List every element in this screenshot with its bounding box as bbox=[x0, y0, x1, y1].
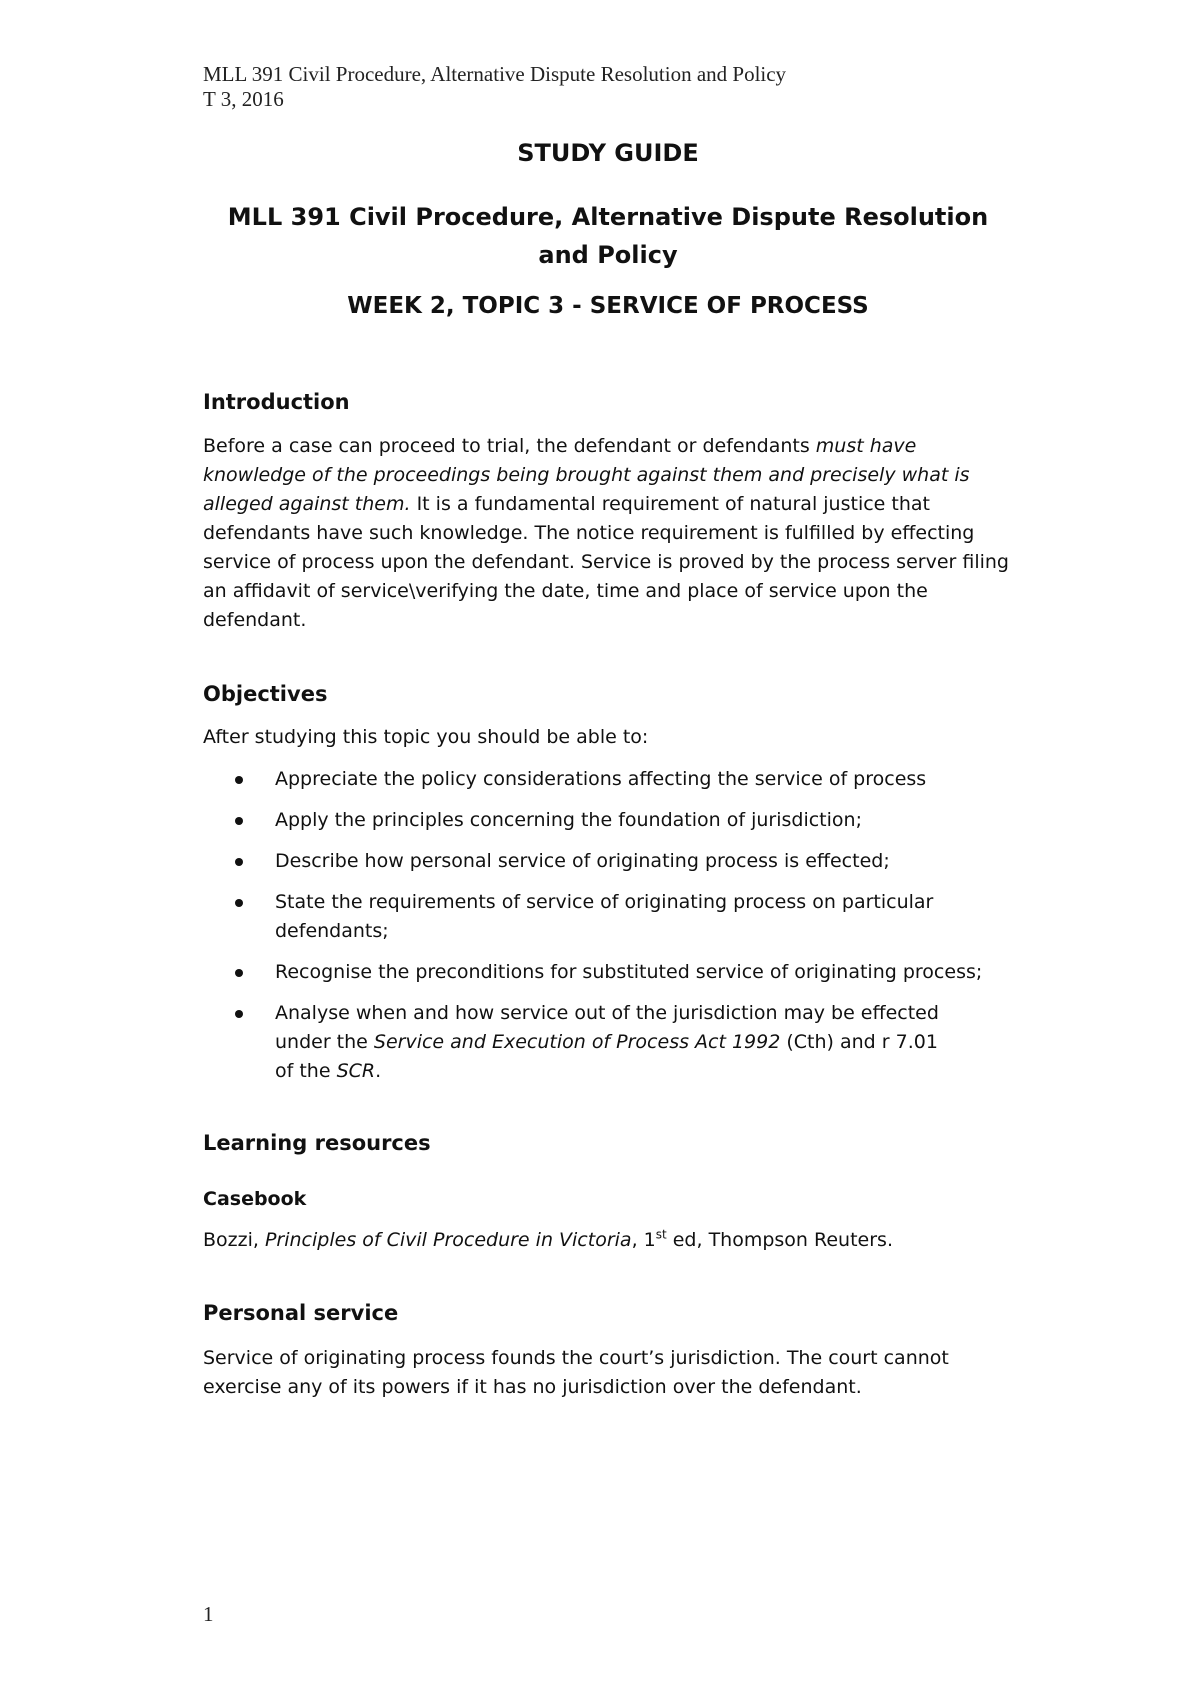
bullet-icon bbox=[235, 858, 243, 866]
introduction-heading: Introduction bbox=[203, 390, 350, 414]
bullet-icon bbox=[235, 776, 243, 784]
document-body bbox=[203, 138, 1013, 1402]
casebook-title: Principles of Civil Procedure in Victoria bbox=[264, 1229, 632, 1251]
objective-item: Describe how personal service of originating process is effected; bbox=[203, 847, 1013, 876]
bullet-icon bbox=[235, 899, 243, 907]
objectives-list bbox=[203, 765, 1013, 1086]
week-topic-title: WEEK 2, TOPIC 3 - SERVICE OF PROCESS bbox=[347, 293, 869, 319]
bullet-icon bbox=[235, 1010, 243, 1018]
running-header bbox=[203, 62, 786, 112]
study-guide-title: STUDY GUIDE bbox=[517, 139, 699, 167]
objective-item: Recognise the preconditions for substituted service of originating process; bbox=[203, 958, 1013, 987]
intro-text-start: Before a case can proceed to trial, the defendant or defendants bbox=[203, 435, 816, 457]
casebook-reference: Bozzi, Principles of Civil Procedure in Victoria, 1st ed, Thompson Reuters. bbox=[203, 1227, 893, 1251]
objective-item: State the requirements of service of originating process on particular defendants; bbox=[203, 888, 1013, 946]
bullet-icon bbox=[235, 969, 243, 977]
intro-text-rest: It is a fundamental requirement of natural justice that defendants have such knowledge. The notice requirement is fulfilled by effecting service of process upon the defendant. Service is proved by the process server filing an affidavit of service\verifying the date, time and place of service upon the defendant. bbox=[203, 493, 1009, 631]
objective-item: Analyse when and how service out of the jurisdiction may be effected under the Service and Execution of Process Act 1992 (Cth) and r 7.01 of the SCR. bbox=[203, 999, 1013, 1086]
intro-text-italic: must have knowledge of the proceedings being brought against them and precisely what is alleged against them. bbox=[203, 435, 970, 515]
bullet-icon bbox=[235, 817, 243, 825]
introduction-paragraph bbox=[203, 432, 1013, 635]
course-title bbox=[203, 198, 1013, 274]
header-term-line: T 3, 2016 bbox=[203, 87, 284, 111]
course-title-line-2: and Policy bbox=[538, 241, 678, 269]
casebook-heading: Casebook bbox=[203, 1188, 307, 1210]
title-block bbox=[203, 138, 1013, 321]
personal-service-heading: Personal service bbox=[203, 1301, 399, 1325]
course-title-line-1: MLL 391 Civil Procedure, Alternative Dispute Resolution bbox=[227, 203, 989, 231]
objectives-heading: Objectives bbox=[203, 682, 328, 706]
page-number: 1 bbox=[203, 1602, 214, 1626]
objectives-lead: After studying this topic you should be able to: bbox=[203, 726, 649, 748]
personal-service-paragraph: Service of originating process founds the court’s jurisdiction. The court cannot exercise any of its powers if it has no jurisdiction over the defendant. bbox=[203, 1347, 949, 1398]
header-course-line: MLL 391 Civil Procedure, Alternative Dispute Resolution and Policy bbox=[203, 62, 787, 86]
objective-item: Appreciate the policy considerations affecting the service of process bbox=[203, 765, 1013, 794]
objective-item: Apply the principles concerning the foundation of jurisdiction; bbox=[203, 806, 1013, 835]
learning-resources-heading: Learning resources bbox=[203, 1131, 431, 1155]
